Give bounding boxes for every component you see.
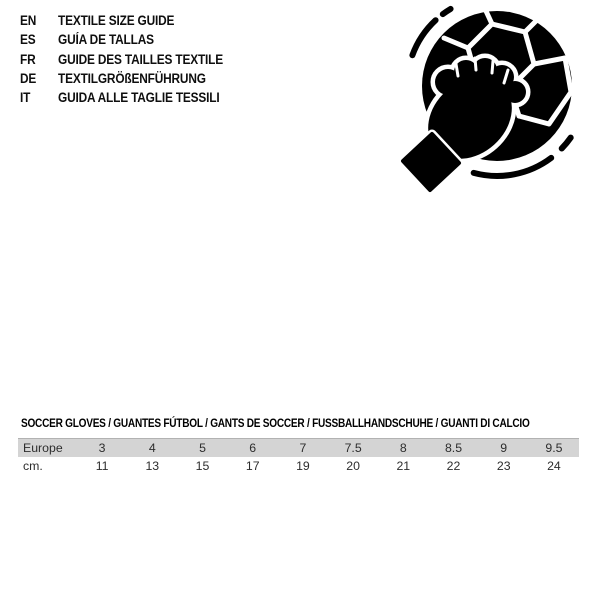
size-cell: 22 [446,459,461,473]
size-cell: 17 [245,459,260,473]
size-table [18,438,579,475]
row-cells [77,441,579,455]
size-cell: 13 [145,459,160,473]
size-cell: 23 [496,459,511,473]
size-cell: 3 [98,441,106,455]
size-cell: 11 [95,459,109,473]
lang-label: GUÍA DE TALLAS [58,32,154,48]
lang-label: GUIDE DES TAILLES TEXTILE [58,51,224,67]
size-cell: 9.5 [545,441,563,455]
table-row-europe [18,438,579,457]
lang-row-es [20,30,246,49]
size-cell: 9 [500,441,508,455]
lang-code: FR [20,51,36,67]
size-cell: 21 [396,459,411,473]
lang-code: EN [20,13,37,29]
size-cell: 7.5 [344,441,362,455]
size-cell: 4 [148,441,156,455]
size-table-title: SOCCER GLOVES / GUANTES FÚTBOL / GANTS DE SOCCER / FUSSBALLHANDSCHUHE / GUANTI DI CALCIO [21,416,530,430]
language-guide-list [20,11,246,107]
lang-row-fr [20,50,246,69]
size-cell: 24 [547,459,561,473]
size-cell: 6 [249,441,257,455]
row-label: cm. [23,459,43,473]
size-cell: 19 [296,459,310,473]
row-cells [77,459,579,473]
size-cell: 15 [195,459,210,473]
lang-code: ES [20,32,36,48]
size-table-section [18,417,579,475]
row-label: Europe [23,441,63,455]
lang-row-de [20,69,246,88]
table-row-cm [18,457,579,475]
lang-row-en [20,11,246,30]
size-cell: 5 [199,441,206,455]
lang-code: DE [20,71,37,87]
lang-label: TEXTILE SIZE GUIDE [58,13,175,29]
size-cell: 7 [299,441,307,455]
lang-label: GUIDA ALLE TAGLIE TESSILI [58,90,220,106]
size-cell: 8 [399,441,407,455]
size-cell: 20 [346,459,360,473]
lang-label: TEXTILGRÖßENFÜHRUNG [58,71,206,87]
lang-row-it [20,88,246,107]
lang-code: IT [20,90,31,106]
goalkeeper-glove-and-soccer-ball-icon [398,0,598,200]
size-cell: 8.5 [444,441,463,455]
